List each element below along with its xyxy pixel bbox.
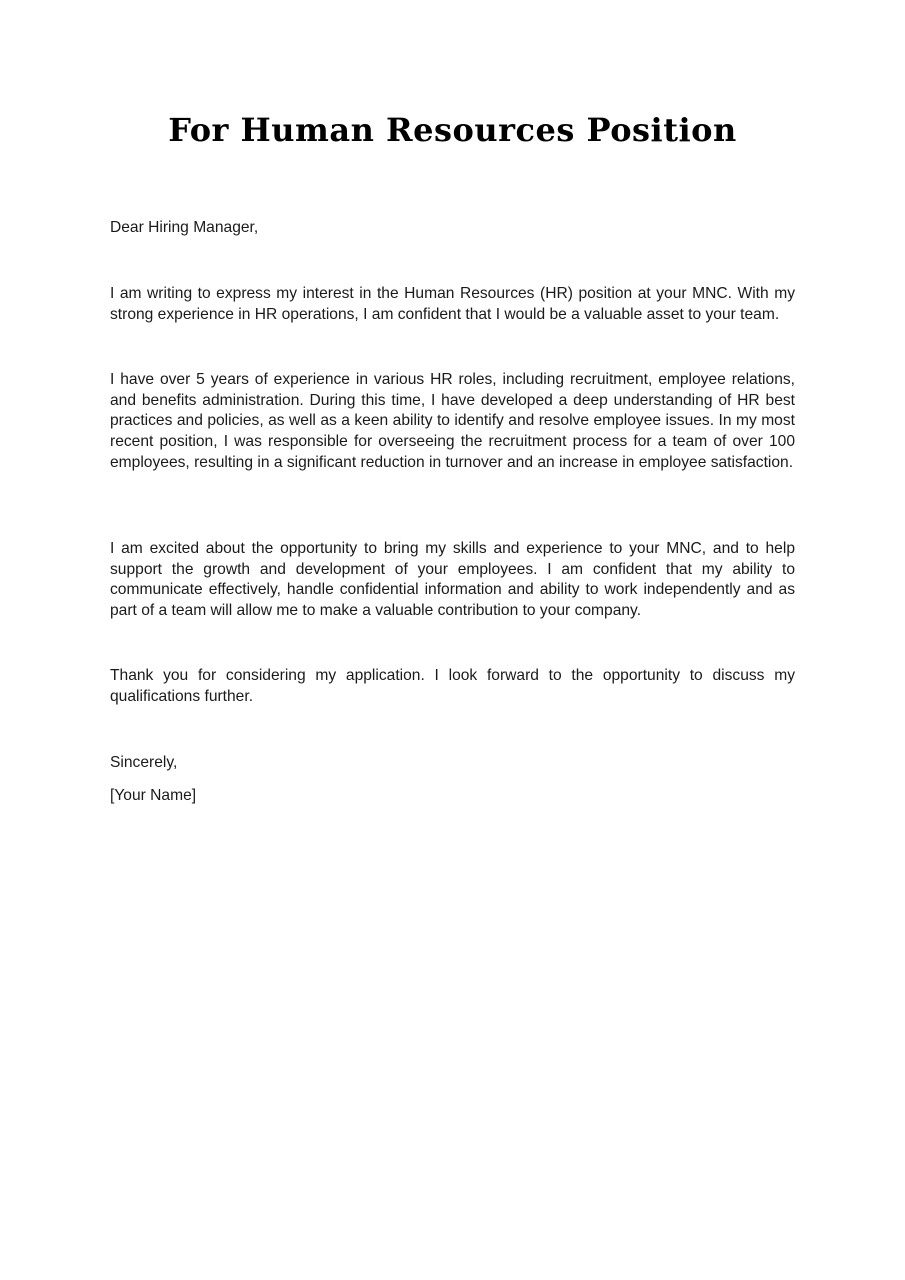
paragraph-intro: I am writing to express my interest in the Human Resources (HR) position at your MNC. With my strong experience in HR operations, I am confident that I would be a valuable asset to your team. [110,285,795,323]
paragraph-thanks: Thank you for considering my application. I look forward to the opportunity to discuss my qualifications further. [110,667,795,705]
signature-name: [Your Name] [110,787,197,804]
salutation: Dear Hiring Manager, [110,219,259,236]
document-title: For Human Resources Position [168,111,737,149]
closing: Sincerely, [110,754,178,771]
paragraph-motivation: I am excited about the opportunity to bring my skills and experience to your MNC, and to help support the growth and development of your employees. I am confident that my ability to communicate effectively, handle confidential information and ability to work independently and as part of a team will allow me to make a valuable contribution to your company. [110,540,795,620]
paragraph-experience: I have over 5 years of experience in various HR roles, including recruitment, employee relations, and benefits administration. During this time, I have developed a deep understanding of HR best practices and policies, as well as a keen ability to identify and resolve employee issues. In my most recent position, I was responsible for overseeing the recruitment process for a team of over 100 employees, resulting in a significant reduction in turnover and an increase in employee satisfaction. [110,371,795,471]
